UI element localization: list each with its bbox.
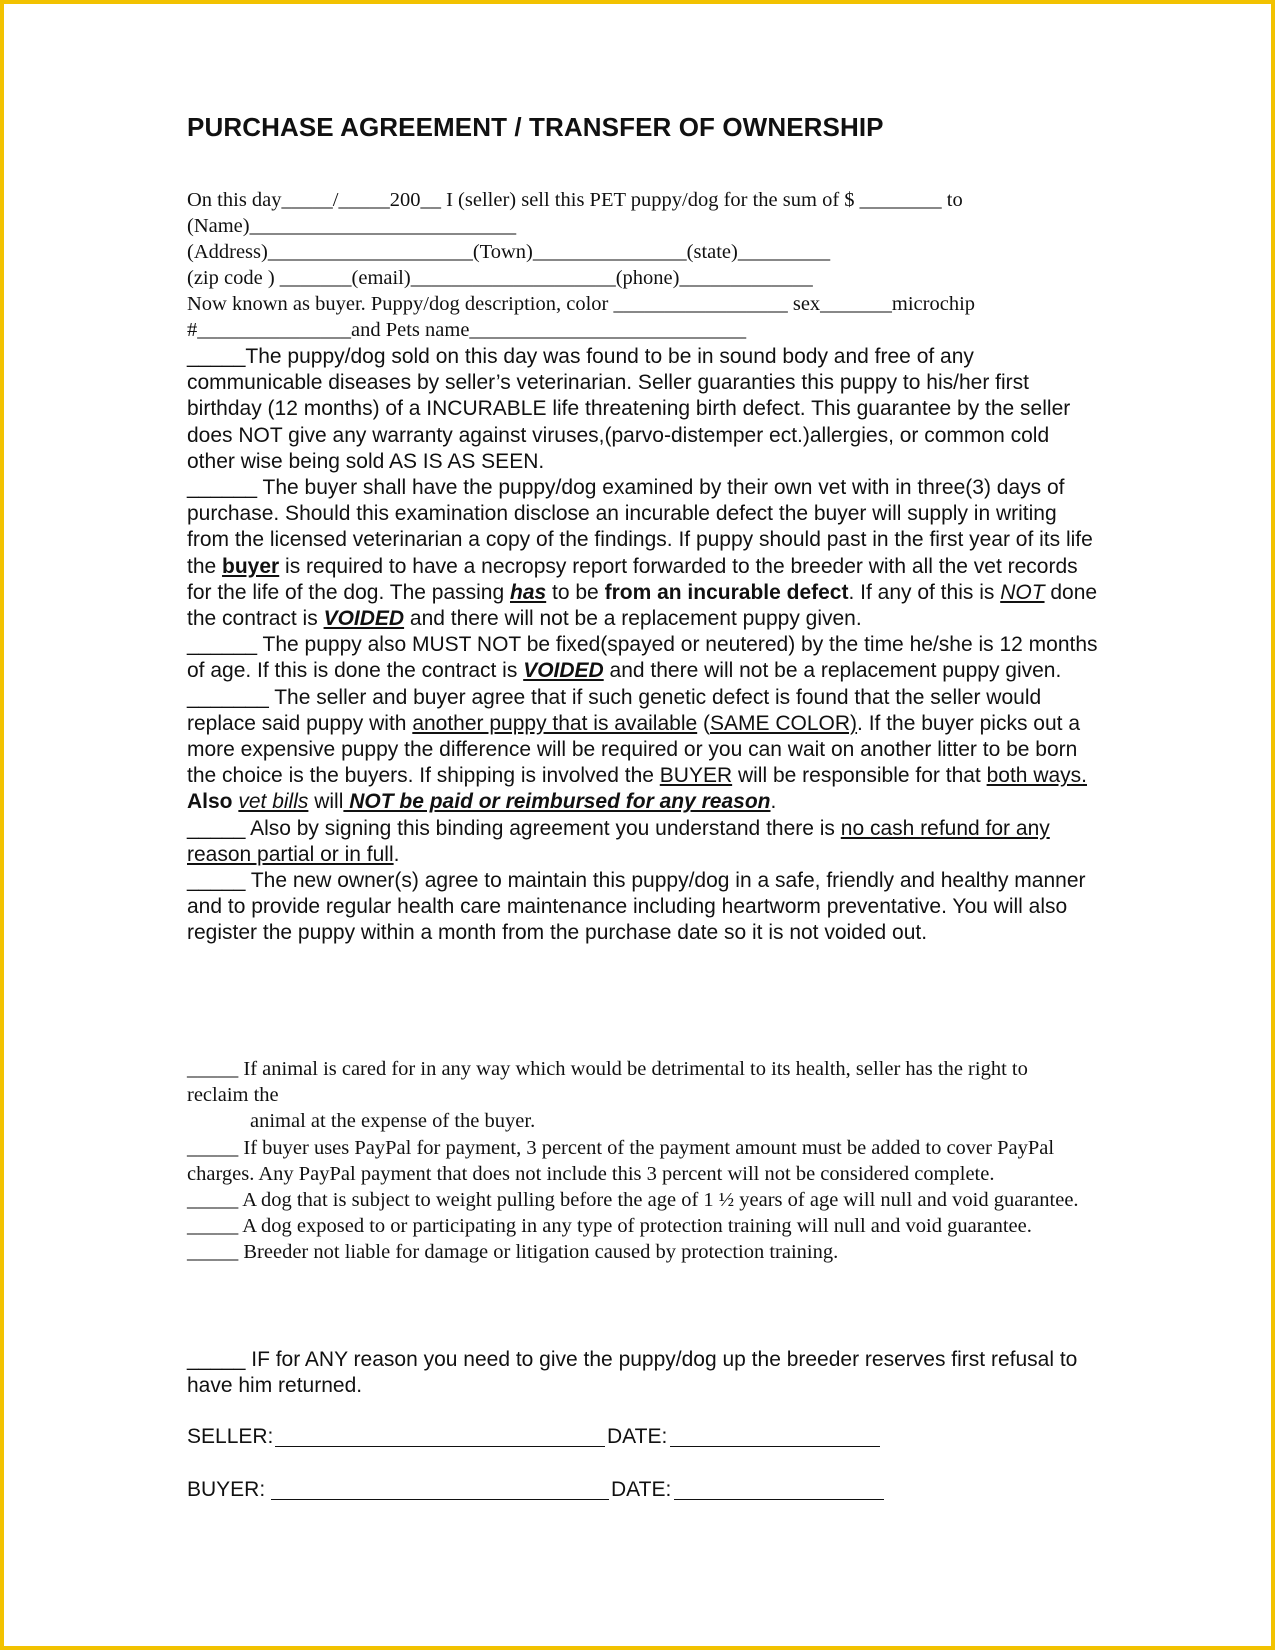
- clause-no-refund: _____ Also by signing this binding agreement you understand there is no cash refund for any reason partial or in full.: [187, 816, 1050, 866]
- terms-sans: [187, 344, 1102, 947]
- buyer-date-label: DATE:: [611, 1478, 672, 1501]
- document-page: [4, 4, 1271, 1646]
- seller-date-line[interactable]: [670, 1424, 880, 1447]
- header-line: (zip code ) _______(email)____________________(phone)_____________: [187, 267, 813, 289]
- terms-end: [187, 1347, 1087, 1399]
- clause-vet-exam: ______ The buyer shall have the puppy/dog examined by their own vet with in three(3) days of purchase. Should this examination disclose an incurable defect the buyer will supply in writing from the licensed veterinarian a copy of the findings. If puppy should past in the first year of its life the buyer is required to have a necropsy report forwarded to the breeder with all the vet records for the life of the dog. The passing has to be from an incurable defect. If any of this is NOT done the contract is VOIDED and there will not be a replacement puppy given.: [187, 476, 1098, 631]
- clause-first-refusal: _____ IF for ANY reason you need to give the puppy/dog up the breeder reserves first refusal to have him returned.: [187, 1348, 1078, 1397]
- buyer-label: BUYER:: [187, 1478, 266, 1501]
- terms-serif: [187, 1056, 1087, 1266]
- clause-paypal: _____ If buyer uses PayPal for payment, 3 percent of the payment amount must be added to cover PayPal charges. Any PayPal payment that does not include this 3 percent will not be considered complete.: [187, 1136, 1055, 1185]
- buyer-signature-line[interactable]: [271, 1477, 609, 1500]
- seller-date-label: DATE:: [607, 1425, 668, 1448]
- seller-signature-line[interactable]: [275, 1424, 605, 1447]
- party-details: [187, 187, 1087, 343]
- buyer-date-line[interactable]: [674, 1477, 884, 1500]
- header-line: Now known as buyer. Puppy/dog description, color _________________ sex_______microchip: [187, 293, 976, 315]
- seller-label: SELLER:: [187, 1425, 274, 1448]
- clause-liability: _____ Breeder not liable for damage or litigation caused by protection training.: [187, 1241, 839, 1264]
- header-line: (Address)____________________(Town)_______________(state)_________: [187, 241, 831, 263]
- header-line: #_______________and Pets name___________________________: [187, 319, 747, 341]
- clause-reclaim-cont: animal at the expense of the buyer.: [250, 1110, 536, 1133]
- clause-protection-training: _____ A dog exposed to or participating in any type of protection training will null and void guarantee.: [187, 1215, 1032, 1238]
- header-line: On this day_____/_____200__ I (seller) sell this PET puppy/dog for the sum of $ ________ to: [187, 189, 963, 211]
- clause-replacement: _______ The seller and buyer agree that if such genetic defect is found that the seller would replace said puppy with another puppy that is available (SAME COLOR). If the buyer picks out a more expensive puppy the difference will be required or you can wait on another litter to be born the choice is the buyers. If shipping is involved the BUYER will be responsible for that both ways. Also vet bills will NOT be paid or reimbursed for any reason.: [187, 685, 1087, 814]
- clause-fixed: ______ The puppy also MUST NOT be fixed(spayed or neutered) by the time he/she is 12 months of age. If this is done the contract is VOIDED and there will not be a replacement puppy given.: [187, 633, 1098, 683]
- header-line: (Name)__________________________: [187, 215, 517, 237]
- document-title: PURCHASE AGREEMENT / TRANSFER OF OWNERSHIP: [187, 112, 884, 142]
- clause-health: _____The puppy/dog sold on this day was found to be in sound body and free of any communicable diseases by seller’s veterinarian. Seller guaranties this puppy to his/her first birthday (12 months) of a INCURABLE life threatening birth defect. This guarantee by the seller does NOT give any warranty against viruses,(parvo-distemper ect.)allergies, or common cold other wise being sold AS IS AS SEEN.: [187, 345, 1071, 473]
- clause-care: _____ The new owner(s) agree to maintain this puppy/dog in a safe, friendly and healthy manner and to provide regular health care maintenance including heartworm preventative. You will also register the puppy within a month from the purchase date so it is not voided out.: [187, 869, 1086, 945]
- clause-weight-pulling: _____ A dog that is subject to weight pulling before the age of 1 ½ years of age will null and void guarantee.: [187, 1189, 1079, 1212]
- clause-reclaim: _____ If animal is cared for in any way which would be detrimental to its health, seller has the right to reclaim the: [187, 1058, 1028, 1107]
